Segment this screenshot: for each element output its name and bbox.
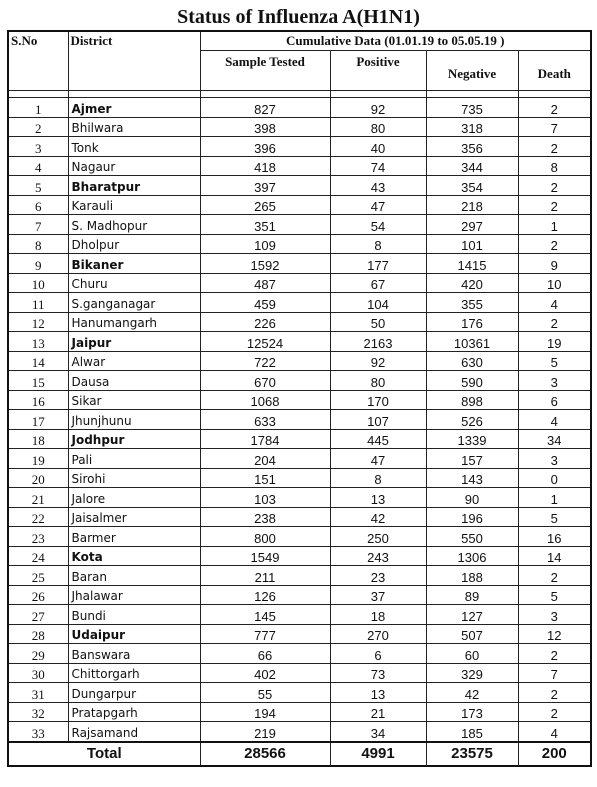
cell-district: Sirohi xyxy=(68,468,200,488)
cell-death: 2 xyxy=(518,312,591,332)
cell-district: Hanumangarh xyxy=(68,312,200,332)
cell-negative: 590 xyxy=(426,371,518,391)
cell-death: 10 xyxy=(518,273,591,293)
cell-district: Sikar xyxy=(68,390,200,410)
cell-sample-tested: 55 xyxy=(200,683,330,703)
table-row xyxy=(8,117,591,137)
cell-death: 2 xyxy=(518,137,591,157)
table-row xyxy=(8,98,591,118)
cell-negative: 507 xyxy=(426,624,518,644)
cell-positive: 13 xyxy=(330,488,426,508)
cell-district: Karauli xyxy=(68,195,200,215)
table-row xyxy=(8,605,591,625)
table-row xyxy=(8,527,591,547)
cell-sample-tested: 151 xyxy=(200,468,330,488)
cell-sample-tested: 398 xyxy=(200,117,330,137)
page-title: Status of Influenza A(H1N1) xyxy=(177,6,420,28)
cell-sno: 10 xyxy=(8,273,68,293)
cell-positive: 23 xyxy=(330,566,426,586)
cell-negative: 127 xyxy=(426,605,518,625)
cell-sample-tested: 103 xyxy=(200,488,330,508)
table-row xyxy=(8,410,591,430)
cell-district: Bikaner xyxy=(68,254,200,274)
table-row xyxy=(8,429,591,449)
cell-positive: 104 xyxy=(330,293,426,313)
cell-district: Alwar xyxy=(68,351,200,371)
cell-positive: 243 xyxy=(330,546,426,566)
cell-sno: 30 xyxy=(8,663,68,683)
cell-negative: 420 xyxy=(426,273,518,293)
cell-death: 34 xyxy=(518,429,591,449)
cell-negative: 1339 xyxy=(426,429,518,449)
cell-death: 2 xyxy=(518,702,591,722)
cell-sno: 17 xyxy=(8,410,68,430)
cell-positive: 47 xyxy=(330,449,426,469)
cell-death: 5 xyxy=(518,585,591,605)
table-row xyxy=(8,488,591,508)
header-negative: Negative xyxy=(426,51,518,91)
cell-sample-tested: 402 xyxy=(200,663,330,683)
cell-negative: 101 xyxy=(426,234,518,254)
table-row xyxy=(8,566,591,586)
cell-sample-tested: 1068 xyxy=(200,390,330,410)
cell-death: 5 xyxy=(518,351,591,371)
table-row xyxy=(8,273,591,293)
table-row xyxy=(8,644,591,664)
cell-sno: 15 xyxy=(8,371,68,391)
cell-negative: 90 xyxy=(426,488,518,508)
cell-death: 0 xyxy=(518,468,591,488)
cell-death: 4 xyxy=(518,293,591,313)
cell-sample-tested: 397 xyxy=(200,176,330,196)
cell-sno: 26 xyxy=(8,585,68,605)
cell-district: Baran xyxy=(68,566,200,586)
cell-district: Dungarpur xyxy=(68,683,200,703)
cell-sno: 29 xyxy=(8,644,68,664)
cell-district: Banswara xyxy=(68,644,200,664)
cell-sample-tested: 351 xyxy=(200,215,330,235)
cell-district: Jhunjhunu xyxy=(68,410,200,430)
table-row xyxy=(8,390,591,410)
cell-district: Bundi xyxy=(68,605,200,625)
cell-district: Jaipur xyxy=(68,332,200,352)
cell-positive: 37 xyxy=(330,585,426,605)
cell-death: 2 xyxy=(518,566,591,586)
total-label: Total xyxy=(8,742,200,766)
cell-positive: 445 xyxy=(330,429,426,449)
header-cumulative-data: Cumulative Data (01.01.19 to 05.05.19 ) xyxy=(200,31,591,51)
table-row xyxy=(8,332,591,352)
cell-death: 9 xyxy=(518,254,591,274)
cell-sample-tested: 219 xyxy=(200,722,330,742)
cell-negative: 196 xyxy=(426,507,518,527)
cell-negative: 297 xyxy=(426,215,518,235)
cell-death: 2 xyxy=(518,683,591,703)
cell-sample-tested: 211 xyxy=(200,566,330,586)
table-row xyxy=(8,293,591,313)
cell-sample-tested: 418 xyxy=(200,156,330,176)
cell-death: 3 xyxy=(518,449,591,469)
cell-sample-tested: 777 xyxy=(200,624,330,644)
cell-positive: 42 xyxy=(330,507,426,527)
table-row xyxy=(8,234,591,254)
cell-negative: 60 xyxy=(426,644,518,664)
table-row xyxy=(8,663,591,683)
cell-sno: 14 xyxy=(8,351,68,371)
cell-sample-tested: 126 xyxy=(200,585,330,605)
cell-sno: 25 xyxy=(8,566,68,586)
cell-district: Ajmer xyxy=(68,98,200,118)
cell-negative: 89 xyxy=(426,585,518,605)
cell-positive: 43 xyxy=(330,176,426,196)
cell-sample-tested: 204 xyxy=(200,449,330,469)
table-row xyxy=(8,137,591,157)
cell-sample-tested: 265 xyxy=(200,195,330,215)
cell-negative: 329 xyxy=(426,663,518,683)
cell-district: Jalore xyxy=(68,488,200,508)
cell-negative: 176 xyxy=(426,312,518,332)
cell-death: 2 xyxy=(518,644,591,664)
cell-sno: 7 xyxy=(8,215,68,235)
cell-sno: 32 xyxy=(8,702,68,722)
cell-positive: 21 xyxy=(330,702,426,722)
cell-sno: 22 xyxy=(8,507,68,527)
cell-death: 2 xyxy=(518,234,591,254)
cell-district: Churu xyxy=(68,273,200,293)
cell-sno: 13 xyxy=(8,332,68,352)
cell-sno: 33 xyxy=(8,722,68,742)
cell-district: Bharatpur xyxy=(68,176,200,196)
table-row xyxy=(8,195,591,215)
cell-positive: 74 xyxy=(330,156,426,176)
cell-sno: 4 xyxy=(8,156,68,176)
header-positive: Positive xyxy=(330,51,426,91)
cell-negative: 898 xyxy=(426,390,518,410)
cell-sno: 19 xyxy=(8,449,68,469)
cell-sample-tested: 459 xyxy=(200,293,330,313)
total-death: 200 xyxy=(518,742,591,766)
cell-positive: 107 xyxy=(330,410,426,430)
cell-death: 1 xyxy=(518,488,591,508)
cell-sample-tested: 1549 xyxy=(200,546,330,566)
cell-sno: 24 xyxy=(8,546,68,566)
cell-district: Bhilwara xyxy=(68,117,200,137)
cell-sample-tested: 194 xyxy=(200,702,330,722)
cell-negative: 355 xyxy=(426,293,518,313)
table-row xyxy=(8,624,591,644)
cell-sno: 28 xyxy=(8,624,68,644)
cell-district: S. Madhopur xyxy=(68,215,200,235)
cell-positive: 92 xyxy=(330,351,426,371)
cell-sno: 9 xyxy=(8,254,68,274)
cell-negative: 218 xyxy=(426,195,518,215)
cell-sample-tested: 238 xyxy=(200,507,330,527)
influenza-status-table xyxy=(7,30,592,767)
cell-death: 14 xyxy=(518,546,591,566)
table-row xyxy=(8,507,591,527)
cell-district: Jhalawar xyxy=(68,585,200,605)
cell-sno: 20 xyxy=(8,468,68,488)
cell-negative: 143 xyxy=(426,468,518,488)
cell-sno: 18 xyxy=(8,429,68,449)
cell-death: 2 xyxy=(518,176,591,196)
cell-negative: 526 xyxy=(426,410,518,430)
cell-positive: 177 xyxy=(330,254,426,274)
cell-positive: 80 xyxy=(330,371,426,391)
cell-district: Pali xyxy=(68,449,200,469)
table-row xyxy=(8,156,591,176)
cell-district: Kota xyxy=(68,546,200,566)
cell-district: Jodhpur xyxy=(68,429,200,449)
cell-positive: 250 xyxy=(330,527,426,547)
cell-negative: 354 xyxy=(426,176,518,196)
cell-district: Udaipur xyxy=(68,624,200,644)
table-row xyxy=(8,546,591,566)
cell-death: 1 xyxy=(518,215,591,235)
cell-sno: 27 xyxy=(8,605,68,625)
cell-death: 19 xyxy=(518,332,591,352)
cell-death: 3 xyxy=(518,371,591,391)
cell-death: 8 xyxy=(518,156,591,176)
cell-positive: 40 xyxy=(330,137,426,157)
cell-sample-tested: 109 xyxy=(200,234,330,254)
table-row xyxy=(8,468,591,488)
cell-negative: 42 xyxy=(426,683,518,703)
cell-negative: 344 xyxy=(426,156,518,176)
cell-death: 3 xyxy=(518,605,591,625)
cell-death: 4 xyxy=(518,410,591,430)
cell-positive: 2163 xyxy=(330,332,426,352)
table-row xyxy=(8,371,591,391)
cell-positive: 13 xyxy=(330,683,426,703)
cell-negative: 1306 xyxy=(426,546,518,566)
cell-negative: 318 xyxy=(426,117,518,137)
cell-positive: 8 xyxy=(330,468,426,488)
cell-death: 6 xyxy=(518,390,591,410)
district-rows xyxy=(8,98,591,742)
cell-sno: 1 xyxy=(8,98,68,118)
cell-district: S.ganganagar xyxy=(68,293,200,313)
header-sample-tested: Sample Tested xyxy=(200,51,330,91)
cell-district: Dholpur xyxy=(68,234,200,254)
cell-negative: 185 xyxy=(426,722,518,742)
header-spacer-row xyxy=(8,91,591,98)
cell-death: 2 xyxy=(518,98,591,118)
cell-positive: 73 xyxy=(330,663,426,683)
cell-negative: 550 xyxy=(426,527,518,547)
cell-sno: 11 xyxy=(8,293,68,313)
cell-sno: 16 xyxy=(8,390,68,410)
cell-sno: 3 xyxy=(8,137,68,157)
cell-district: Rajsamand xyxy=(68,722,200,742)
table-row xyxy=(8,449,591,469)
cell-district: Dausa xyxy=(68,371,200,391)
cell-sample-tested: 633 xyxy=(200,410,330,430)
cell-positive: 54 xyxy=(330,215,426,235)
cell-sample-tested: 1784 xyxy=(200,429,330,449)
cell-death: 5 xyxy=(518,507,591,527)
cell-sno: 31 xyxy=(8,683,68,703)
cell-sample-tested: 1592 xyxy=(200,254,330,274)
table-row xyxy=(8,176,591,196)
cell-positive: 170 xyxy=(330,390,426,410)
cell-death: 16 xyxy=(518,527,591,547)
cell-sample-tested: 487 xyxy=(200,273,330,293)
cell-sno: 8 xyxy=(8,234,68,254)
cell-positive: 6 xyxy=(330,644,426,664)
cell-sample-tested: 145 xyxy=(200,605,330,625)
header-district: District xyxy=(68,31,200,91)
cell-positive: 80 xyxy=(330,117,426,137)
cell-sno: 2 xyxy=(8,117,68,137)
table-row xyxy=(8,702,591,722)
cell-sample-tested: 722 xyxy=(200,351,330,371)
cell-negative: 735 xyxy=(426,98,518,118)
cell-district: Chittorgarh xyxy=(68,663,200,683)
cell-negative: 1415 xyxy=(426,254,518,274)
cell-death: 7 xyxy=(518,663,591,683)
cell-sno: 12 xyxy=(8,312,68,332)
header-death: Death xyxy=(518,51,591,91)
table-row xyxy=(8,351,591,371)
cell-district: Tonk xyxy=(68,137,200,157)
cell-positive: 92 xyxy=(330,98,426,118)
cell-positive: 47 xyxy=(330,195,426,215)
total-negative: 23575 xyxy=(426,742,518,766)
cell-sample-tested: 670 xyxy=(200,371,330,391)
cell-district: Nagaur xyxy=(68,156,200,176)
cell-sno: 6 xyxy=(8,195,68,215)
cell-sample-tested: 827 xyxy=(200,98,330,118)
cell-district: Jaisalmer xyxy=(68,507,200,527)
table-row xyxy=(8,254,591,274)
cell-positive: 34 xyxy=(330,722,426,742)
total-positive: 4991 xyxy=(330,742,426,766)
table-row xyxy=(8,585,591,605)
cell-negative: 630 xyxy=(426,351,518,371)
cell-sample-tested: 800 xyxy=(200,527,330,547)
cell-sample-tested: 66 xyxy=(200,644,330,664)
cell-positive: 50 xyxy=(330,312,426,332)
cell-death: 7 xyxy=(518,117,591,137)
table-row xyxy=(8,312,591,332)
cell-negative: 157 xyxy=(426,449,518,469)
cell-death: 4 xyxy=(518,722,591,742)
cell-sample-tested: 12524 xyxy=(200,332,330,352)
header-sno: S.No xyxy=(8,31,68,91)
cell-positive: 270 xyxy=(330,624,426,644)
cell-negative: 356 xyxy=(426,137,518,157)
cell-sample-tested: 226 xyxy=(200,312,330,332)
table-row xyxy=(8,683,591,703)
cell-negative: 10361 xyxy=(426,332,518,352)
cell-negative: 188 xyxy=(426,566,518,586)
table-row xyxy=(8,215,591,235)
cell-death: 12 xyxy=(518,624,591,644)
cell-positive: 8 xyxy=(330,234,426,254)
total-sample-tested: 28566 xyxy=(200,742,330,766)
cell-negative: 173 xyxy=(426,702,518,722)
cell-sno: 21 xyxy=(8,488,68,508)
cell-sno: 5 xyxy=(8,176,68,196)
table-row xyxy=(8,722,591,742)
cell-district: Pratapgarh xyxy=(68,702,200,722)
total-row xyxy=(8,742,591,766)
cell-positive: 67 xyxy=(330,273,426,293)
cell-district: Barmer xyxy=(68,527,200,547)
cell-sample-tested: 396 xyxy=(200,137,330,157)
cell-death: 2 xyxy=(518,195,591,215)
cell-sno: 23 xyxy=(8,527,68,547)
cell-positive: 18 xyxy=(330,605,426,625)
